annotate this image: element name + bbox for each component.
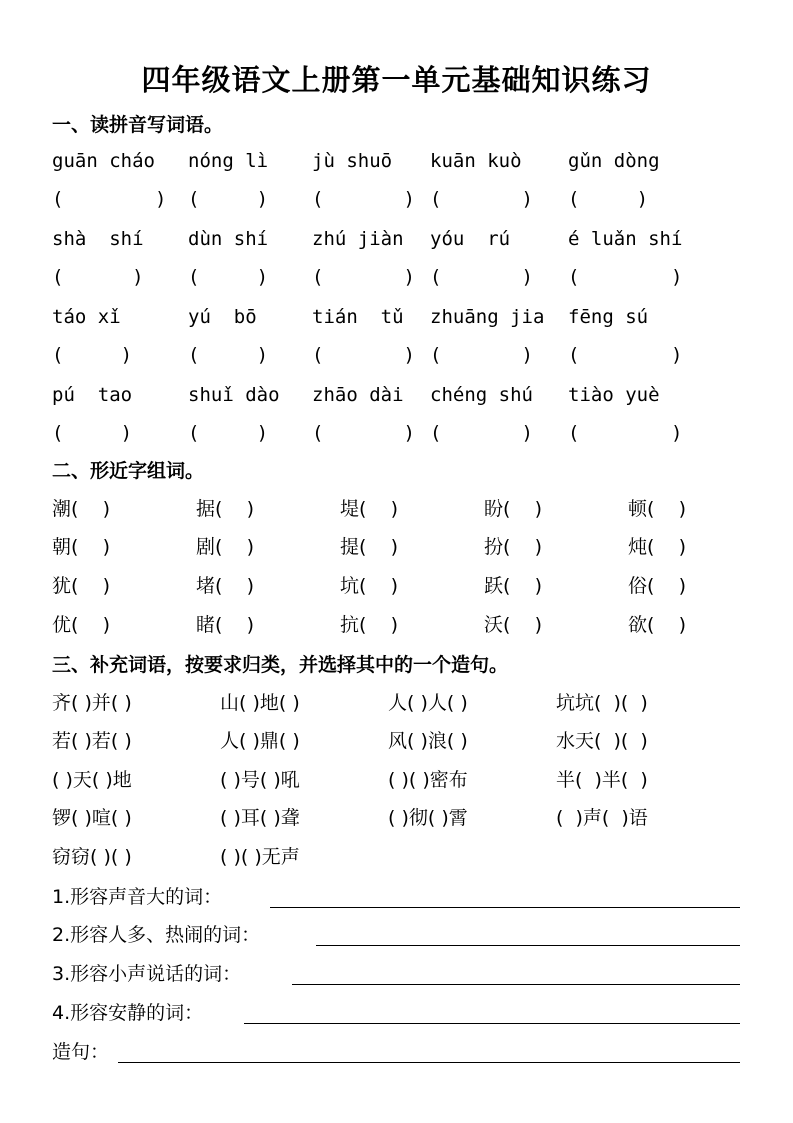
answer-blank-row — [0, 340, 793, 370]
question-label: 2.形容人多、热闹的词： — [52, 924, 261, 946]
character-pair-row-cell: 提( ) — [340, 536, 398, 558]
idiom-row-cell: ( )( )无声 — [220, 846, 300, 868]
idiom-row-cell: ( )天( )地 — [52, 769, 132, 791]
answer-blank-row-cell: ( ) — [312, 266, 415, 288]
answer-line[interactable] — [316, 945, 740, 946]
pinyin-row — [0, 380, 793, 410]
character-pair-row-cell: 欲( ) — [628, 614, 686, 636]
answer-blank-row-cell: ( ) — [188, 188, 269, 210]
pinyin-row-cell: tiào yuè — [568, 384, 660, 406]
pinyin-row-cell: kuān kuò — [430, 150, 522, 172]
pinyin-row-cell: gǔn dòng — [568, 150, 660, 172]
section-1-heading: 一、读拼音写词语。 — [52, 114, 224, 136]
idiom-row-cell: 风( )浪( ) — [388, 730, 468, 752]
answer-blank-row — [0, 262, 793, 292]
pinyin-row-cell: nóng lì — [188, 150, 269, 172]
pinyin-row-cell: zhuāng jia — [430, 306, 545, 328]
character-pair-row-cell: 潮( ) — [52, 498, 110, 520]
character-pair-row-cell: 跃( ) — [484, 575, 542, 597]
answer-blank-row-cell: ( ) — [430, 422, 533, 444]
idiom-row-cell: 若( )若( ) — [52, 730, 132, 752]
answer-line[interactable] — [244, 1023, 740, 1024]
answer-line[interactable] — [118, 1062, 740, 1063]
character-pair-row-cell: 俗( ) — [628, 575, 686, 597]
answer-blank-row-cell: ( ) — [188, 344, 269, 366]
section-3-heading: 三、补充词语，按要求归类，并选择其中的一个造句。 — [52, 654, 509, 676]
section-2-heading: 二、形近字组词。 — [52, 460, 205, 482]
question-label: 造句： — [52, 1041, 110, 1063]
answer-blank-row-cell: ( ) — [188, 422, 269, 444]
answer-blank-row — [0, 418, 793, 448]
pinyin-row-cell: tián tǔ — [312, 306, 404, 328]
answer-blank-row-cell: ( ) — [568, 266, 683, 288]
answer-blank-row-cell: ( ) — [188, 266, 269, 288]
character-pair-row-cell: 犹( ) — [52, 575, 110, 597]
idiom-row-cell: 齐( )并( ) — [52, 692, 132, 714]
idiom-row-cell: 山( )地( ) — [220, 692, 300, 714]
idiom-row-cell: ( )( )密布 — [388, 769, 468, 791]
pinyin-row-cell: táo xǐ — [52, 306, 121, 328]
idiom-row — [0, 842, 793, 872]
answer-blank-row-cell: ( ) — [312, 344, 415, 366]
idiom-row-cell: 窃窃( )( ) — [52, 846, 132, 868]
character-pair-row-cell: 睹( ) — [196, 614, 254, 636]
pinyin-row-cell: guān cháo — [52, 150, 155, 172]
answer-blank-row-cell: ( ) — [568, 344, 683, 366]
character-pair-row-cell: 抗( ) — [340, 614, 398, 636]
answer-blank-row-cell: ( ) — [568, 422, 683, 444]
pinyin-row-cell: é luǎn shí — [568, 228, 683, 250]
answer-line[interactable] — [270, 907, 740, 908]
pinyin-row-cell: fēng sú — [568, 306, 649, 328]
answer-blank-row-cell: ( ) — [430, 344, 533, 366]
page-title: 四年级语文上册第一单元基础知识练习 — [141, 63, 652, 97]
pinyin-row-cell: jù shuō — [312, 150, 393, 172]
character-pair-row-cell: 朝( ) — [52, 536, 110, 558]
pinyin-row-cell: zhú jiàn — [312, 228, 404, 250]
character-pair-row-cell: 顿( ) — [628, 498, 686, 520]
character-pair-row — [0, 494, 793, 524]
character-pair-row — [0, 610, 793, 640]
idiom-row-cell: 人( )鼎( ) — [220, 730, 300, 752]
character-pair-row-cell: 炖( ) — [628, 536, 686, 558]
character-pair-row-cell: 剧( ) — [196, 536, 254, 558]
answer-blank-row-cell: ( ) — [52, 188, 167, 210]
question-label: 1.形容声音大的词： — [52, 886, 223, 908]
character-pair-row-cell: 堤( ) — [340, 498, 398, 520]
question-label: 4.形容安静的词： — [52, 1002, 204, 1024]
pinyin-row — [0, 302, 793, 332]
answer-blank-row-cell: ( ) — [312, 422, 415, 444]
answer-blank-row-cell: ( ) — [52, 422, 133, 444]
answer-blank-row-cell: ( ) — [52, 266, 144, 288]
pinyin-row-cell: yú bō — [188, 306, 257, 328]
idiom-row — [0, 726, 793, 756]
character-pair-row-cell: 堵( ) — [196, 575, 254, 597]
idiom-row-cell: 水天( )( ) — [556, 730, 648, 752]
idiom-row-cell: ( )彻( )霄 — [388, 807, 468, 829]
answer-blank-row-cell: ( ) — [568, 188, 649, 210]
answer-blank-row-cell: ( ) — [430, 266, 533, 288]
pinyin-row — [0, 224, 793, 254]
pinyin-row-cell: zhāo dài — [312, 384, 404, 406]
character-pair-row-cell: 盼( ) — [484, 498, 542, 520]
idiom-row — [0, 765, 793, 795]
idiom-row — [0, 688, 793, 718]
idiom-row-cell: 人( )人( ) — [388, 692, 468, 714]
pinyin-row — [0, 146, 793, 176]
pinyin-row-cell: chéng shú — [430, 384, 533, 406]
answer-blank-row-cell: ( ) — [312, 188, 415, 210]
question-label: 3.形容小声说话的词： — [52, 963, 242, 985]
character-pair-row — [0, 532, 793, 562]
pinyin-row-cell: shuǐ dào — [188, 384, 280, 406]
idiom-row-cell: 锣( )喧( ) — [52, 807, 132, 829]
character-pair-row-cell: 坑( ) — [340, 575, 398, 597]
answer-blank-row — [0, 184, 793, 214]
idiom-row-cell: ( )耳( )聋 — [220, 807, 300, 829]
idiom-row-cell: 坑坑( )( ) — [556, 692, 648, 714]
idiom-row-cell: 半( )半( ) — [556, 769, 648, 791]
character-pair-row-cell: 沃( ) — [484, 614, 542, 636]
pinyin-row-cell: shà shí — [52, 228, 144, 250]
character-pair-row-cell: 扮( ) — [484, 536, 542, 558]
pinyin-row-cell: yóu rú — [430, 228, 511, 250]
idiom-row-cell: ( )号( )吼 — [220, 769, 300, 791]
answer-blank-row-cell: ( ) — [430, 188, 533, 210]
answer-blank-row-cell: ( ) — [52, 344, 133, 366]
idiom-row — [0, 803, 793, 833]
character-pair-row-cell: 据( ) — [196, 498, 254, 520]
idiom-row-cell: ( )声( )语 — [556, 807, 648, 829]
pinyin-row-cell: pú tao — [52, 384, 133, 406]
character-pair-row — [0, 571, 793, 601]
answer-line[interactable] — [292, 984, 740, 985]
pinyin-row-cell: dùn shí — [188, 228, 269, 250]
character-pair-row-cell: 优( ) — [52, 614, 110, 636]
